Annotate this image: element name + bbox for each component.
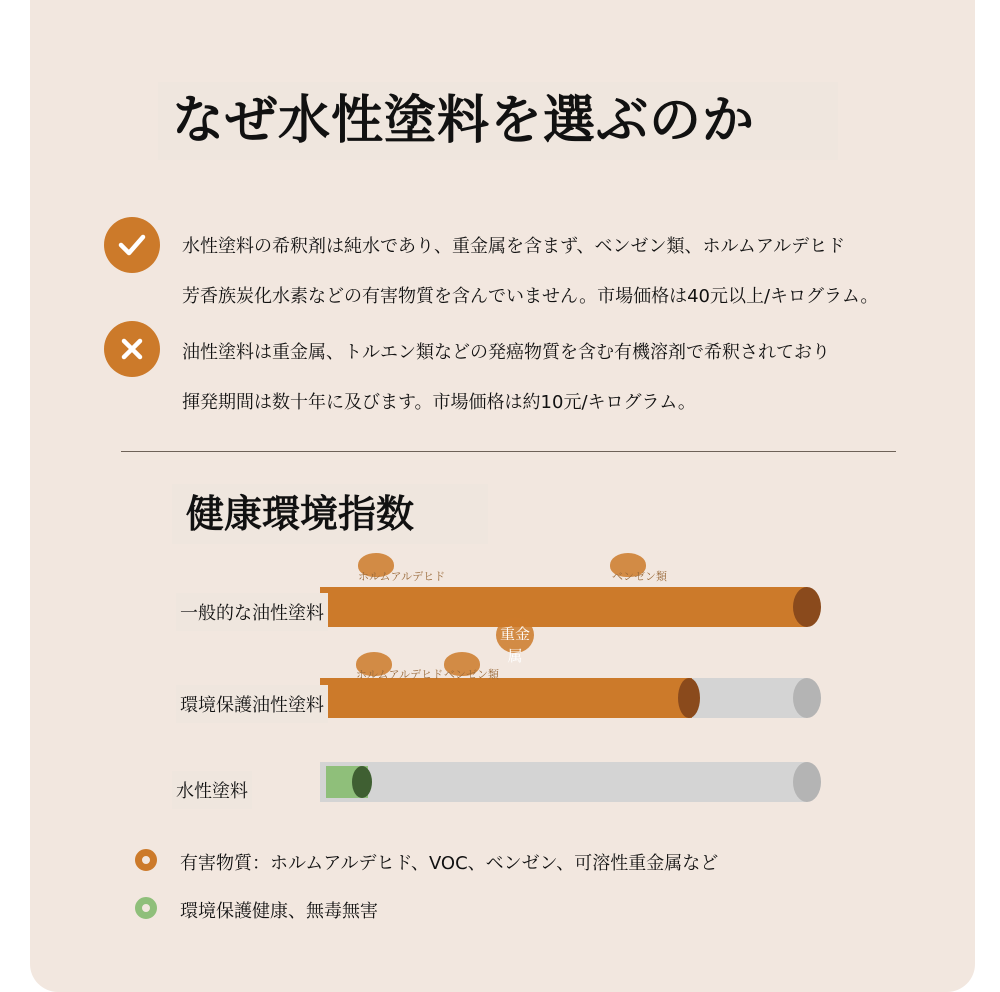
bar-eco-oil-paint bbox=[320, 678, 692, 718]
bar-label-eco-oil-paint: 環境保護油性塗料 bbox=[176, 685, 328, 723]
benefit-line-2: 芳香族炭化水素などの有害物質を含んでいません。市場価格は40元以上/キログラム。 bbox=[182, 286, 879, 307]
divider bbox=[121, 451, 896, 452]
bar-end-cap bbox=[793, 587, 821, 627]
annotation-formaldehyde: ホルムアルデヒド bbox=[356, 668, 444, 681]
track-end-cap bbox=[793, 678, 821, 718]
page-title: なぜ水性塗料を選ぶのか bbox=[158, 82, 838, 160]
legend-eco-marker bbox=[135, 897, 157, 919]
annotation-heavy-metal: 重金属 bbox=[499, 625, 530, 665]
cross-icon bbox=[104, 321, 160, 377]
annotation-formaldehyde: ホルムアルデヒド bbox=[358, 570, 446, 583]
bar-track bbox=[320, 762, 807, 802]
check-icon bbox=[104, 217, 160, 273]
bar-end-cap bbox=[352, 766, 372, 798]
bar-label-water-paint: 水性塗料 bbox=[172, 771, 252, 809]
legend-harmful-marker bbox=[135, 849, 157, 871]
legend-harmful-label: 有害物質：ホルムアルデヒド、VOC、ベンゼン、可溶性重金属など bbox=[180, 853, 719, 874]
bar-oil-paint bbox=[320, 587, 807, 627]
bar-end-cap bbox=[678, 678, 700, 718]
drawback-line-2: 揮発期間は数十年に及びます。市場価格は約10元/キログラム。 bbox=[182, 392, 696, 413]
annotation-benzene: ベンゼン類 bbox=[612, 570, 667, 583]
drawback-paragraph bbox=[182, 328, 830, 428]
section-title: 健康環境指数 bbox=[172, 484, 488, 544]
benefit-paragraph bbox=[182, 222, 878, 322]
bar-label-oil-paint: 一般的な油性塗料 bbox=[176, 593, 328, 631]
drawback-line-1: 油性塗料は重金属、トルエン類などの発癌物質を含む有機溶剤で希釈されており bbox=[182, 342, 830, 363]
track-end-cap bbox=[793, 762, 821, 802]
legend-eco-label: 環境保護健康、無毒無害 bbox=[180, 901, 378, 922]
annotation-benzene: ベンゼン類 bbox=[444, 668, 499, 681]
benefit-line-1: 水性塗料の希釈剤は純水であり、重金属を含まず、ベンゼン類、ホルムアルデヒド bbox=[182, 236, 846, 257]
